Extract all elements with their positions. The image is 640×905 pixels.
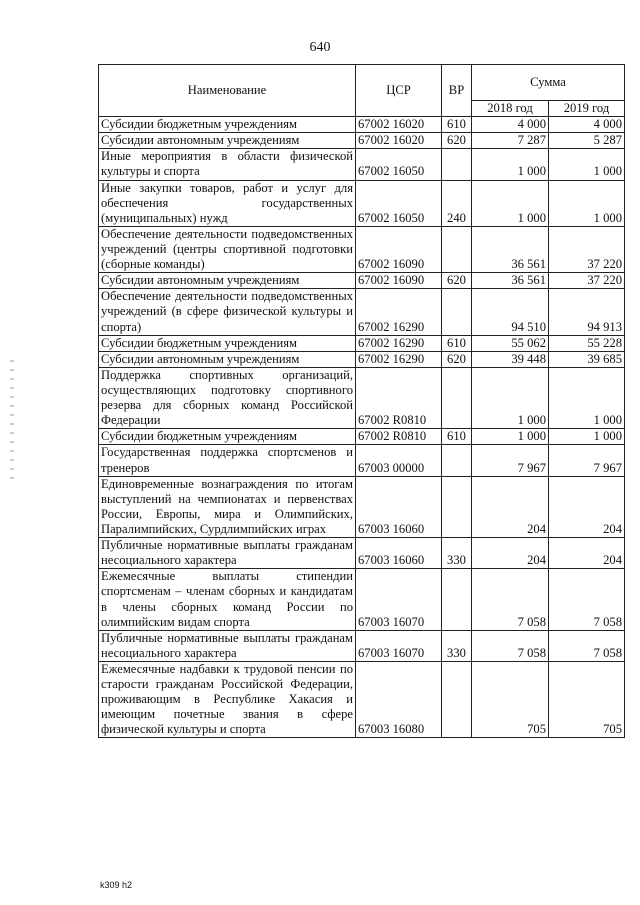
cell-csr: 67002 16020 <box>356 133 442 149</box>
table-row <box>99 226 625 272</box>
cell-y2018: 94 510 <box>472 289 549 335</box>
cell-vr: 610 <box>442 335 472 351</box>
cell-name: Субсидии бюджетным учреждениям <box>99 117 356 133</box>
table-row <box>99 630 625 661</box>
header-sum: Сумма <box>472 65 625 101</box>
cell-name: Обеспечение деятельности подведомственных учреждений (центры спортивной подготовки (сборные команды) <box>99 226 356 272</box>
cell-y2018: 204 <box>472 538 549 569</box>
table-row <box>99 445 625 476</box>
cell-csr: 67003 16060 <box>356 476 442 537</box>
cell-name: Поддержка спортивных организаций, осуществляющих подготовку спортивного резерва для сборных команд Российской Федерации <box>99 367 356 428</box>
header-name: Наименование <box>99 65 356 117</box>
cell-y2019: 37 220 <box>549 226 625 272</box>
cell-y2018: 36 561 <box>472 226 549 272</box>
cell-y2018: 7 967 <box>472 445 549 476</box>
cell-vr: 610 <box>442 117 472 133</box>
table-row <box>99 180 625 226</box>
margin-marks <box>10 360 14 480</box>
cell-y2019: 204 <box>549 476 625 537</box>
cell-vr: 620 <box>442 133 472 149</box>
cell-y2018: 204 <box>472 476 549 537</box>
cell-name: Публичные нормативные выплаты гражданам несоциального характера <box>99 538 356 569</box>
cell-y2018: 55 062 <box>472 335 549 351</box>
cell-vr <box>442 445 472 476</box>
cell-csr: 67002 16090 <box>356 226 442 272</box>
budget-table <box>98 64 625 738</box>
cell-y2019: 1 000 <box>549 180 625 226</box>
cell-vr: 610 <box>442 429 472 445</box>
cell-y2019: 7 058 <box>549 630 625 661</box>
cell-name: Субсидии автономным учреждениям <box>99 351 356 367</box>
cell-y2018: 36 561 <box>472 273 549 289</box>
cell-name: Субсидии автономным учреждениям <box>99 133 356 149</box>
footer-code: k309 h2 <box>100 880 133 890</box>
cell-name: Субсидии автономным учреждениям <box>99 273 356 289</box>
cell-name: Государственная поддержка спортсменов и тренеров <box>99 445 356 476</box>
cell-vr <box>442 149 472 180</box>
cell-csr: 67002 16290 <box>356 351 442 367</box>
cell-vr <box>442 289 472 335</box>
cell-y2019: 1 000 <box>549 367 625 428</box>
cell-y2019: 39 685 <box>549 351 625 367</box>
cell-y2018: 7 058 <box>472 569 549 630</box>
cell-name: Иные мероприятия в области физической культуры и спорта <box>99 149 356 180</box>
cell-csr: 67003 16070 <box>356 630 442 661</box>
cell-vr: 330 <box>442 538 472 569</box>
cell-csr: 67002 16290 <box>356 335 442 351</box>
cell-y2019: 705 <box>549 661 625 738</box>
table-row <box>99 351 625 367</box>
cell-name: Обеспечение деятельности подведомственных учреждений (в сфере физической культуры и спорта) <box>99 289 356 335</box>
header-vr: ВР <box>442 65 472 117</box>
cell-y2018: 7 058 <box>472 630 549 661</box>
cell-vr <box>442 226 472 272</box>
cell-csr: 67003 00000 <box>356 445 442 476</box>
cell-csr: 67003 16080 <box>356 661 442 738</box>
cell-y2019: 37 220 <box>549 273 625 289</box>
cell-y2019: 5 287 <box>549 133 625 149</box>
cell-vr: 330 <box>442 630 472 661</box>
cell-csr: 67002 16050 <box>356 180 442 226</box>
table-row <box>99 117 625 133</box>
header-year-2018: 2018 год <box>472 101 549 117</box>
cell-vr <box>442 661 472 738</box>
cell-y2019: 204 <box>549 538 625 569</box>
cell-vr <box>442 569 472 630</box>
cell-csr: 67002 R0810 <box>356 367 442 428</box>
cell-y2018: 39 448 <box>472 351 549 367</box>
cell-name: Единовременные вознаграждения по итогам выступлений на чемпионатах и первенствах России, Европы, мира и Олимпийских, Паралимпийских, Сурдлимпийских играх <box>99 476 356 537</box>
table-row <box>99 149 625 180</box>
cell-y2019: 94 913 <box>549 289 625 335</box>
cell-csr: 67002 16020 <box>356 117 442 133</box>
cell-name: Ежемесячные выплаты стипендии спортсменам – членам сборных и кандидатам в члены сборных команд России по олимпийским видам спорта <box>99 569 356 630</box>
cell-csr: 67003 16070 <box>356 569 442 630</box>
cell-csr: 67003 16060 <box>356 538 442 569</box>
cell-y2018: 1 000 <box>472 429 549 445</box>
cell-y2018: 4 000 <box>472 117 549 133</box>
cell-y2019: 4 000 <box>549 117 625 133</box>
table-row <box>99 661 625 738</box>
cell-name: Субсидии бюджетным учреждениям <box>99 429 356 445</box>
cell-name: Иные закупки товаров, работ и услуг для обеспечения государственных (муниципальных) нужд <box>99 180 356 226</box>
cell-name: Субсидии бюджетным учреждениям <box>99 335 356 351</box>
cell-y2019: 7 058 <box>549 569 625 630</box>
cell-vr <box>442 367 472 428</box>
table-row <box>99 133 625 149</box>
table-row <box>99 289 625 335</box>
cell-vr <box>442 476 472 537</box>
cell-vr: 240 <box>442 180 472 226</box>
table-body <box>99 117 625 738</box>
cell-csr: 67002 16090 <box>356 273 442 289</box>
table-row <box>99 367 625 428</box>
cell-y2019: 55 228 <box>549 335 625 351</box>
header-year-2019: 2019 год <box>549 101 625 117</box>
cell-y2018: 7 287 <box>472 133 549 149</box>
table-row <box>99 538 625 569</box>
table-row <box>99 476 625 537</box>
cell-vr: 620 <box>442 273 472 289</box>
cell-y2019: 1 000 <box>549 429 625 445</box>
cell-y2018: 1 000 <box>472 367 549 428</box>
cell-y2019: 7 967 <box>549 445 625 476</box>
table-row <box>99 569 625 630</box>
cell-y2018: 705 <box>472 661 549 738</box>
cell-name: Публичные нормативные выплаты гражданам несоциального характера <box>99 630 356 661</box>
cell-y2019: 1 000 <box>549 149 625 180</box>
cell-csr: 67002 16050 <box>356 149 442 180</box>
table-row <box>99 335 625 351</box>
table-row <box>99 429 625 445</box>
cell-y2018: 1 000 <box>472 180 549 226</box>
cell-csr: 67002 R0810 <box>356 429 442 445</box>
header-csr: ЦСР <box>356 65 442 117</box>
table-row <box>99 273 625 289</box>
cell-csr: 67002 16290 <box>356 289 442 335</box>
cell-vr: 620 <box>442 351 472 367</box>
page-number: 640 <box>309 40 331 55</box>
cell-y2018: 1 000 <box>472 149 549 180</box>
cell-name: Ежемесячные надбавки к трудовой пенсии по старости гражданам Российской Федерации, проживающим в Республике Хакасия и имеющим почетные звания в сфере физической культуры и спорта <box>99 661 356 738</box>
